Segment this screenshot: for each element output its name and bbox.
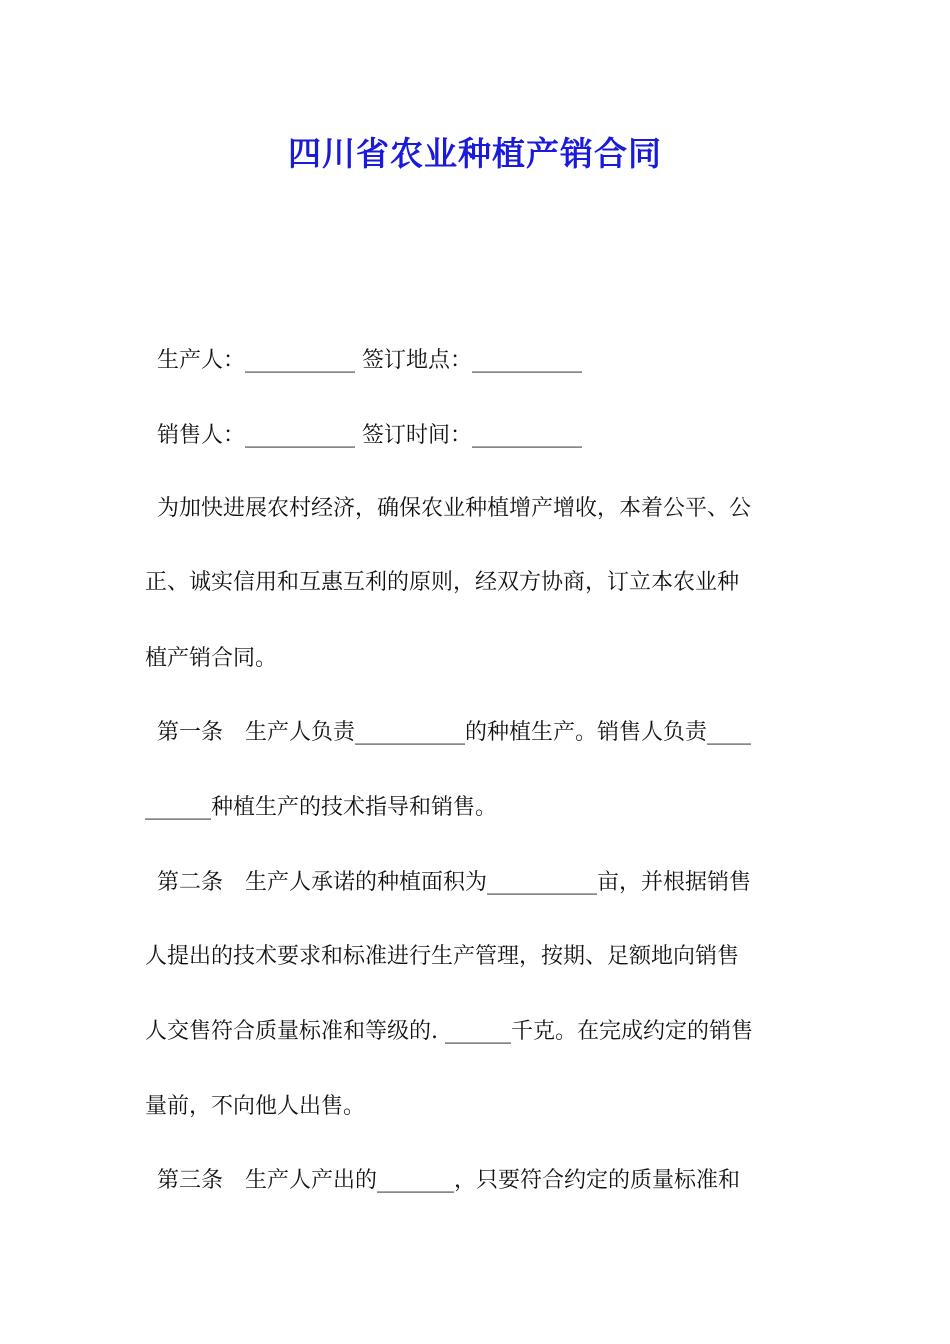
article-1-line-2: ______种植生产的技术指导和销售。 bbox=[145, 795, 498, 820]
producer-signing-place-line: 生产人：__________ 签订地点：__________ bbox=[157, 348, 582, 373]
article-3-line-1: 第三条 生产人产出的_______，只要符合约定的质量标准和 bbox=[157, 1168, 741, 1193]
seller-signing-time-line: 销售人：__________ 签订时间：__________ bbox=[157, 423, 582, 448]
preamble-line-2: 正、诚实信用和互惠互利的原则，经双方协商，订立本农业种 bbox=[145, 570, 740, 595]
preamble-line-3: 植产销合同。 bbox=[145, 646, 278, 671]
preamble-line-1: 为加快进展农村经济，确保农业种植增产增收，本着公平、公 bbox=[157, 496, 752, 521]
article-2-line-2: 人提出的技术要求和标准进行生产管理，按期、足额地向销售 bbox=[145, 944, 740, 969]
article-1-line-1: 第一条 生产人负责__________的种植生产。销售人负责____ bbox=[157, 720, 752, 745]
article-2-line-4: 量前，不向他人出售。 bbox=[145, 1094, 366, 1119]
document-title: 四川省农业种植产销合同 bbox=[288, 134, 662, 173]
article-2-line-1: 第二条 生产人承诺的种植面积为__________亩，并根据销售 bbox=[157, 870, 752, 895]
article-2-line-3: 人交售符合质量标准和等级的. ______千克。在完成约定的销售 bbox=[145, 1019, 753, 1044]
